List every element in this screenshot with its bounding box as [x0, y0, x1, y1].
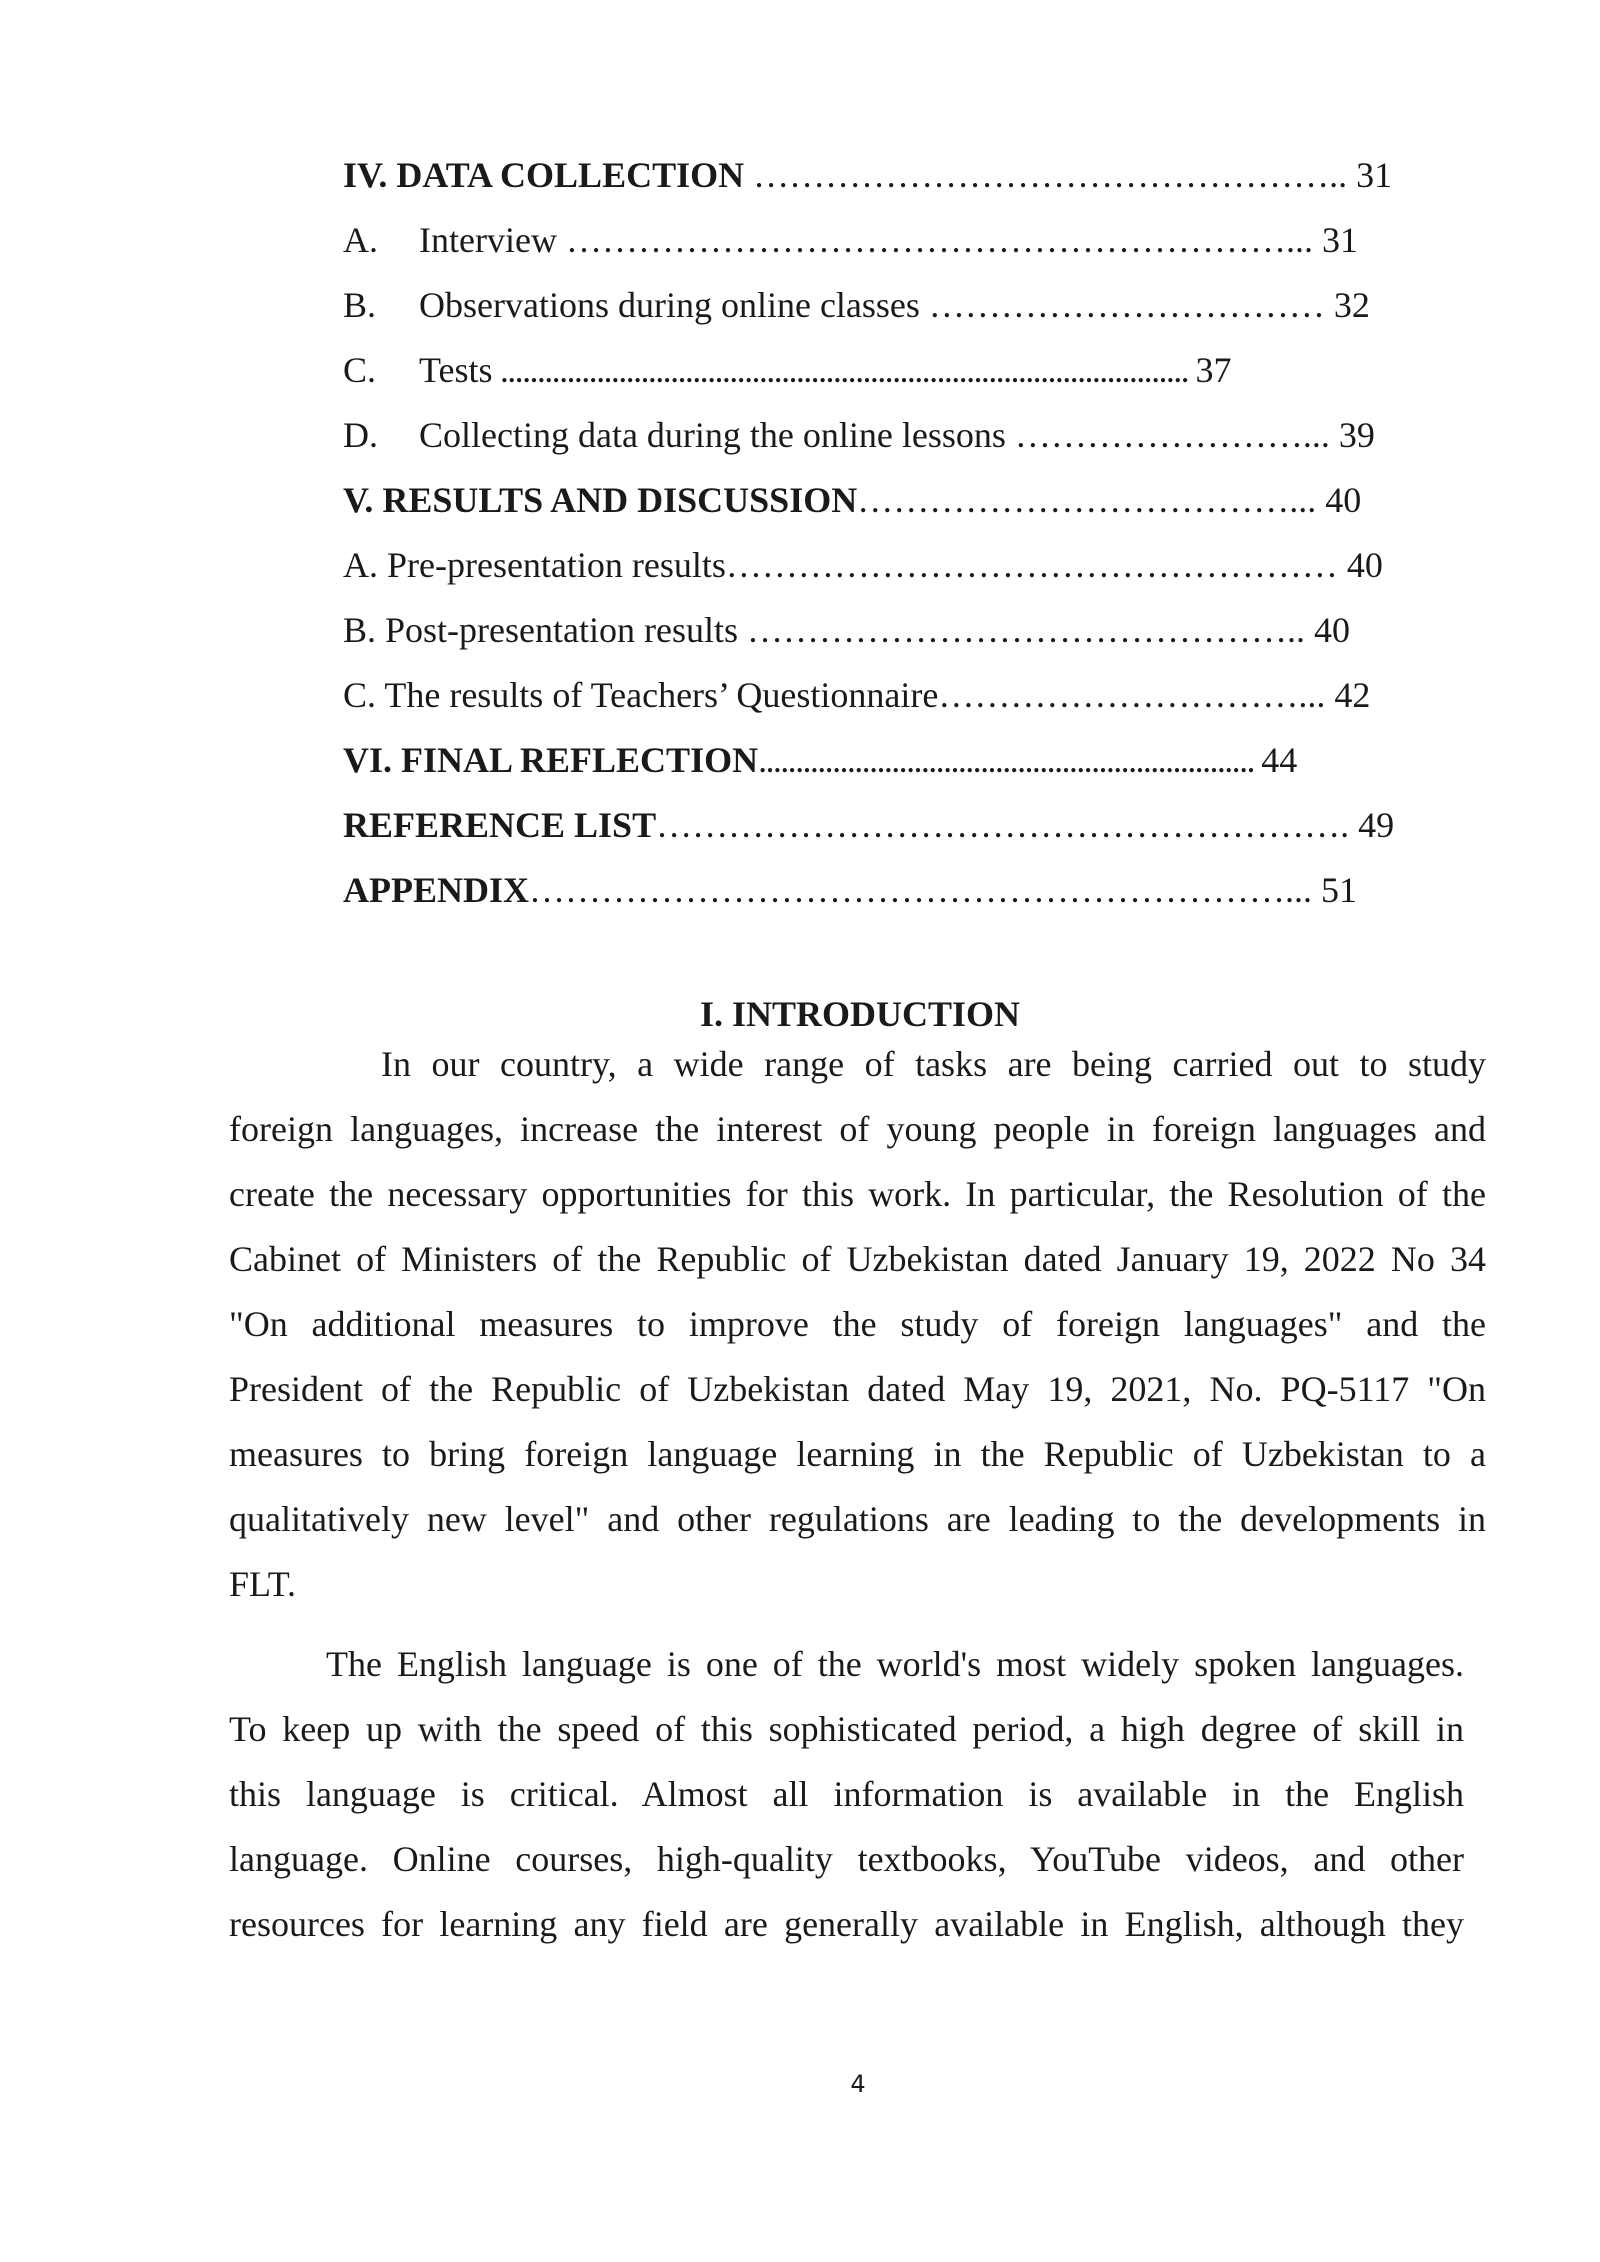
paragraph-line: FLT. — [229, 1564, 297, 1604]
paragraph-line: create the necessary opportunities for this work. In particular, the Resolution of the — [229, 1174, 1486, 1214]
toc-entry-tests — [343, 348, 1232, 392]
toc-leader-dots: …………………………………………………. — [656, 805, 1359, 845]
page-number: 4 — [850, 2070, 866, 2098]
toc-entry-title: V. RESULTS AND DISCUSSION — [343, 480, 858, 520]
paragraph-line: To keep up with the speed of this sophisticated period, a high degree of skill in — [229, 1709, 1464, 1749]
toc-leader-dots: ………………………………………….. — [744, 155, 1357, 195]
toc-entry-data-collection — [343, 153, 1392, 197]
toc-page-number: 40 — [1346, 545, 1383, 585]
toc-page-number: 31 — [1321, 220, 1358, 260]
toc-entry-title: A. Pre-presentation results — [343, 545, 726, 585]
paragraph-line: President of the Republic of Uzbekistan dated May 19, 2021, No. PQ-5117 "On — [229, 1369, 1486, 1409]
toc-page-number: 49 — [1358, 805, 1395, 845]
paragraph-line: foreign languages, increase the interest of young people in foreign languages and — [229, 1109, 1486, 1149]
toc-page-number: 42 — [1334, 675, 1371, 715]
toc-entry-observations — [343, 283, 1370, 327]
toc-leader-dots: ................................................................... — [758, 740, 1262, 780]
toc-entry-reference-list — [343, 803, 1394, 847]
toc-entry-results-discussion — [343, 478, 1361, 522]
toc-page-number: 32 — [1333, 285, 1370, 325]
toc-page-number: 37 — [1195, 350, 1232, 390]
toc-entry-teachers-questionnaire — [343, 673, 1370, 717]
toc-entry-title: VI. FINAL REFLECTION — [343, 740, 759, 780]
toc-page-number: 40 — [1325, 480, 1362, 520]
section-heading: I. INTRODUCTION — [699, 994, 1021, 1034]
toc-entry-post-presentation — [343, 608, 1350, 652]
paragraph-line: "On additional measures to improve the study of foreign languages" and the — [229, 1304, 1486, 1344]
toc-entry-letter: B. — [343, 285, 377, 325]
toc-entry-title: Collecting data during the online lessons — [419, 415, 1006, 455]
toc-leader-dots: ………………………………... — [857, 480, 1326, 520]
paragraph-line: The English language is one of the world's most widely spoken languages. — [326, 1644, 1464, 1684]
toc-entry-title: Tests — [419, 350, 493, 390]
toc-entry-title: C. The results of Teachers’ Questionnaire — [343, 675, 939, 715]
toc-page-number: 44 — [1261, 740, 1298, 780]
toc-entry-collecting-data — [343, 413, 1375, 457]
toc-entry-title: Observations during online classes — [419, 285, 920, 325]
toc-page-number: 51 — [1321, 870, 1357, 910]
paragraph-line: resources for learning any field are generally available in English, although they — [229, 1904, 1464, 1944]
toc-entry-interview — [343, 218, 1358, 262]
paragraph-line: measures to bring foreign language learning in the Republic of Uzbekistan to a — [229, 1434, 1486, 1474]
toc-entry-title: IV. DATA COLLECTION — [343, 155, 745, 195]
toc-leader-dots: ……………………………………………………... — [556, 220, 1322, 260]
toc-entry-pre-presentation — [343, 543, 1383, 587]
toc-page-number: 31 — [1356, 155, 1393, 195]
paragraph-line: language. Online courses, high-quality textbooks, YouTube videos, and other — [229, 1839, 1464, 1879]
toc-leader-dots: …………………………... — [938, 675, 1335, 715]
toc-entry-title: APPENDIX — [343, 870, 529, 910]
toc-entry-title: B. Post-presentation results — [343, 610, 738, 650]
toc-entry-letter: A. — [343, 220, 378, 260]
toc-leader-dots: ………………………………………………………... — [529, 870, 1321, 910]
toc-entry-title: REFERENCE LIST — [343, 805, 657, 845]
paragraph-line: Cabinet of Ministers of the Republic of Uzbekistan dated January 19, 2022 No 34 — [229, 1239, 1486, 1279]
toc-entry-letter: D. — [343, 415, 378, 455]
toc-page-number: 40 — [1313, 610, 1350, 650]
toc-leader-dots: ……………………………………….. — [737, 610, 1314, 650]
paragraph-line: qualitatively new level" and other regulations are leading to the developments in — [229, 1499, 1486, 1539]
paragraph-line: this language is critical. Almost all information is available in the English — [229, 1774, 1464, 1814]
toc-entry-title: Interview — [419, 220, 557, 260]
toc-entry-appendix — [343, 868, 1357, 912]
toc-entry-final-reflection — [343, 738, 1297, 782]
toc-leader-dots: …………………………………………… — [725, 545, 1347, 585]
toc-leader-dots: ……………………... — [1005, 415, 1339, 455]
toc-leader-dots: …………………………… — [919, 285, 1334, 325]
toc-entry-letter: C. — [343, 350, 377, 390]
paragraph-line: In our country, a wide range of tasks are being carried out to study — [381, 1044, 1486, 1084]
toc-page-number: 39 — [1338, 415, 1375, 455]
toc-leader-dots: ............................................................................................. — [492, 350, 1196, 390]
